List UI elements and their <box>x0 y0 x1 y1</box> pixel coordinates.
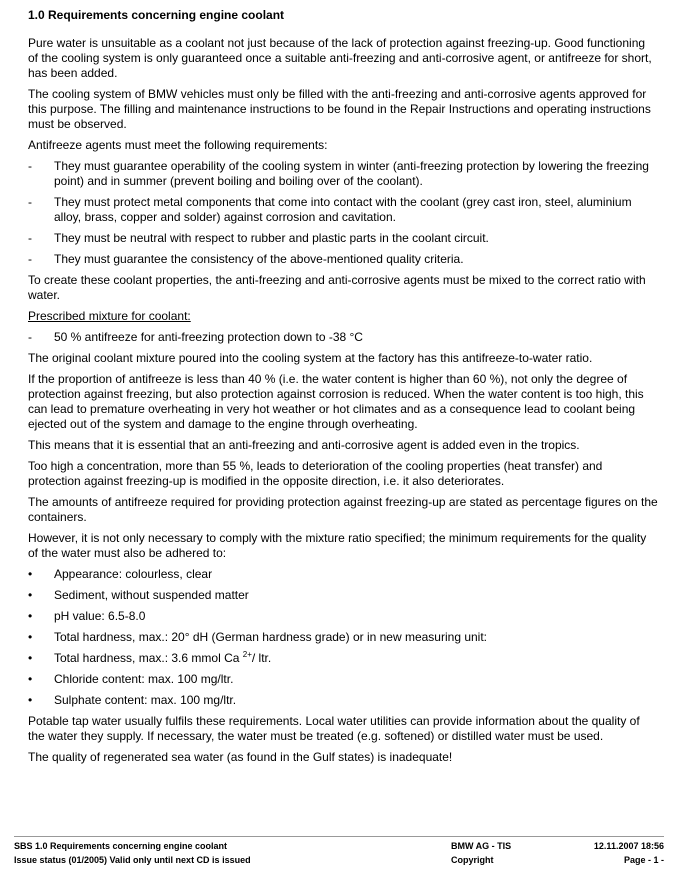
footer-page-number: Page - 1 - <box>623 855 664 865</box>
paragraph: If the proportion of antifreeze is less than 40 % (i.e. the water content is higher than 60 %), not only the degree of protection against freezing, but also protection against corrosion is reduced. When the water content is too high, this can lead to premature overheating in very hot weather or hot climates and as a consequence lead to coolant being ejected out of the system and damage to the engine through overheating. <box>28 372 644 431</box>
list-item-text: Chloride content: max. 100 mg/ltr. <box>54 672 234 686</box>
list-item <box>28 231 658 246</box>
document-body <box>28 36 658 771</box>
footer-divider <box>14 836 664 837</box>
footer-document-title: SBS 1.0 Requirements concerning engine coolant <box>14 841 228 851</box>
list-item-text: They must protect metal components that come into contact with the coolant (grey cast iron, steel, aluminium alloy, brass, copper and solder) against corrosion and cavitation. <box>54 195 632 224</box>
list-item-text: Total hardness, max.: 20° dH (German hardness grade) or in new measuring unit: <box>54 630 488 644</box>
bullet-marker: • <box>28 693 33 707</box>
dash-marker: - <box>28 330 32 344</box>
footer-publisher: BMW AG - TIS <box>451 841 512 851</box>
hardness-unit: / ltr. <box>251 651 272 665</box>
list-item-text: Sulphate content: max. 100 mg/ltr. <box>54 693 237 707</box>
list-item-text: pH value: 6.5-8.0 <box>54 609 146 623</box>
paragraph: Too high a concentration, more than 55 %, leads to deterioration of the cooling properties (heat transfer) and protection against freezing-up is modified in the opposite direction, i.e. it also deteriorates. <box>28 459 603 488</box>
paragraph: The cooling system of BMW vehicles must only be filled with the anti-freezing and anti-corrosive agents approved for this purpose. The filling and maintenance instructions to be found in the Repair Instructions and operating instructions must be observed. <box>28 87 651 131</box>
list-item <box>28 630 658 645</box>
list-item-text: They must guarantee operability of the cooling system in winter (anti-freezing protection by lowering the freezing point) and in summer (prevent boiling and boiling over of the coolant). <box>54 159 649 188</box>
paragraph: The quality of regenerated sea water (as found in the Gulf states) is inadequate! <box>28 750 453 764</box>
bullet-marker: • <box>28 651 33 665</box>
ion-charge: 2+ <box>242 650 252 659</box>
list-item-text: They must guarantee the consistency of the above-mentioned quality criteria. <box>54 252 464 266</box>
page-title: 1.0 Requirements concerning engine coolant <box>28 8 285 22</box>
list-item-text: 50 % antifreeze for anti-freezing protection down to -38 °C <box>54 330 363 344</box>
list-item <box>28 672 658 687</box>
paragraph: However, it is not only necessary to comply with the mixture ratio specified; the minimum requirements for the quality of the water must also be adhered to: <box>28 531 647 560</box>
paragraph: Pure water is unsuitable as a coolant not just because of the lack of protection against freezing-up. Good functioning of the cooling system is only guaranteed once a suitable anti-freezing and anti-corrosive agent, or antifreeze for short, has been added. <box>28 36 652 80</box>
dash-marker: - <box>28 231 32 245</box>
bullet-marker: • <box>28 630 33 644</box>
footer-copyright: Copyright <box>451 855 494 865</box>
list-item-text <box>54 651 658 666</box>
bullet-marker: • <box>28 609 33 623</box>
bullet-marker: • <box>28 567 33 581</box>
list-item <box>28 252 658 267</box>
list-item <box>28 651 658 666</box>
hardness-text: Total hardness, max.: 3.6 mmol Ca <box>54 651 240 665</box>
footer-issue-status: Issue status (01/2005) Valid only until next CD is issued <box>14 855 251 865</box>
bullet-marker: • <box>28 672 33 686</box>
mixture-heading: Prescribed mixture for coolant: <box>28 309 191 323</box>
list-item-text: Appearance: colourless, clear <box>54 567 213 581</box>
list-item <box>28 195 658 225</box>
list-item <box>28 159 658 189</box>
dash-marker: - <box>28 195 32 209</box>
list-item <box>28 567 658 582</box>
list-item-text: They must be neutral with respect to rubber and plastic parts in the coolant circuit. <box>54 231 489 245</box>
footer-timestamp: 12.11.2007 18:56 <box>593 841 664 851</box>
bullet-marker: • <box>28 588 33 602</box>
list-item <box>28 693 658 708</box>
list-item <box>28 609 658 624</box>
dash-marker: - <box>28 252 32 266</box>
paragraph: This means that it is essential that an anti-freezing and anti-corrosive agent is added even in the tropics. <box>28 438 580 452</box>
paragraph: Potable tap water usually fulfils these requirements. Local water utilities can provide information about the quality of the water they supply. If necessary, the water must be treated (e.g. softened) or distilled water must be used. <box>28 714 640 743</box>
dash-marker: - <box>28 159 32 173</box>
paragraph: To create these coolant properties, the anti-freezing and anti-corrosive agents must be mixed to the correct ratio with water. <box>28 273 646 302</box>
paragraph: Antifreeze agents must meet the following requirements: <box>28 138 328 152</box>
paragraph: The amounts of antifreeze required for providing protection against freezing-up are stated as percentage figures on the containers. <box>28 495 658 524</box>
list-item-text: Sediment, without suspended matter <box>54 588 249 602</box>
list-item <box>28 330 658 345</box>
paragraph: The original coolant mixture poured into the cooling system at the factory has this antifreeze-to-water ratio. <box>28 351 593 365</box>
list-item <box>28 588 658 603</box>
